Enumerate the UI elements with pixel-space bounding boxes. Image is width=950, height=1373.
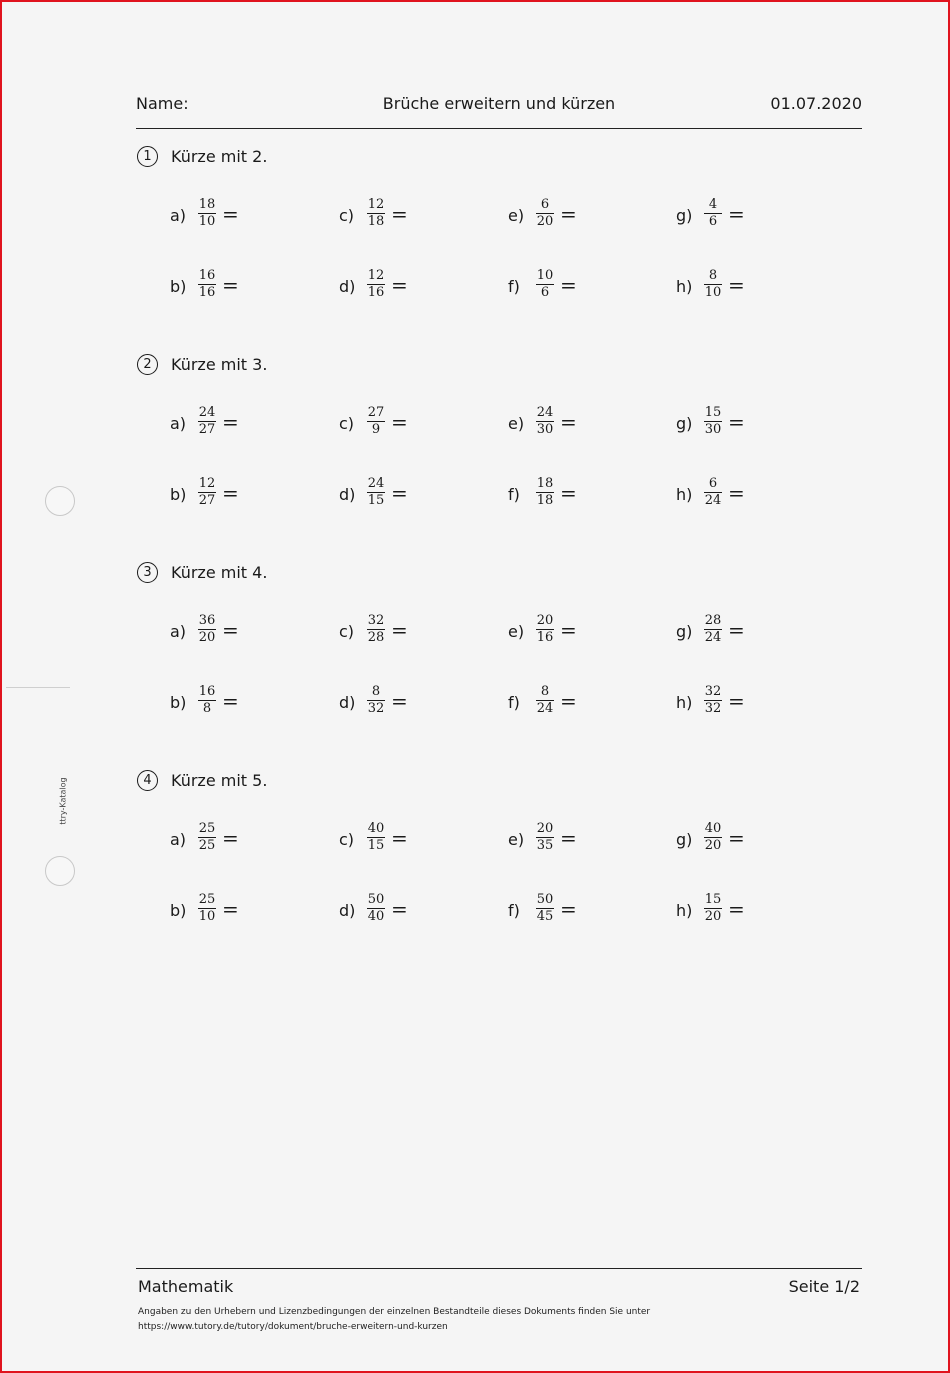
exercise-label: e) — [508, 206, 525, 225]
numerator: 25 — [198, 821, 216, 836]
equals-sign: = — [560, 273, 577, 297]
fraction — [367, 198, 385, 229]
equals-sign: = — [560, 202, 577, 226]
numerator: 15 — [704, 405, 722, 420]
exercise-label: h) — [676, 901, 693, 920]
name-label: Name: — [136, 94, 189, 113]
fraction — [536, 822, 554, 853]
punch-hole-top — [45, 486, 75, 516]
equals-sign: = — [391, 273, 408, 297]
fold-mark — [6, 687, 70, 688]
exercise-label: d) — [339, 901, 356, 920]
denominator: 27 — [198, 422, 216, 437]
denominator: 24 — [704, 630, 722, 645]
numerator: 15 — [704, 892, 722, 907]
equals-sign: = — [728, 273, 745, 297]
equals-sign: = — [391, 689, 408, 713]
equals-sign: = — [728, 618, 745, 642]
equals-sign: = — [391, 826, 408, 850]
numerator: 6 — [708, 476, 718, 491]
denominator: 32 — [704, 701, 722, 716]
numerator: 40 — [704, 821, 722, 836]
exercise-label: h) — [676, 277, 693, 296]
numerator: 8 — [540, 684, 550, 699]
denominator: 20 — [704, 838, 722, 853]
footer-url: https://www.tutory.de/tutory/dokument/bruche-erweitern-und-kurzen — [138, 1322, 448, 1332]
equals-sign: = — [222, 897, 239, 921]
footer-subject: Mathematik — [138, 1277, 234, 1296]
exercise-label: e) — [508, 830, 525, 849]
fraction — [704, 893, 722, 924]
numerator: 12 — [198, 476, 216, 491]
exercise-label: h) — [676, 485, 693, 504]
equals-sign: = — [728, 202, 745, 226]
denominator: 10 — [198, 909, 216, 924]
numerator: 6 — [540, 197, 550, 212]
denominator: 32 — [367, 701, 385, 716]
numerator: 16 — [198, 268, 216, 283]
equals-sign: = — [391, 897, 408, 921]
numerator: 8 — [708, 268, 718, 283]
fraction — [367, 685, 385, 716]
fraction — [704, 614, 722, 645]
fraction — [198, 477, 216, 508]
denominator: 10 — [198, 214, 216, 229]
equals-sign: = — [560, 897, 577, 921]
numerator: 20 — [536, 821, 554, 836]
denominator: 45 — [536, 909, 554, 924]
denominator: 16 — [536, 630, 554, 645]
exercise-label: g) — [676, 414, 693, 433]
exercise-label: e) — [508, 414, 525, 433]
numerator: 25 — [198, 892, 216, 907]
exercise-label: d) — [339, 277, 356, 296]
fraction — [198, 198, 216, 229]
equals-sign: = — [391, 202, 408, 226]
fraction — [704, 406, 722, 437]
exercise-label: g) — [676, 622, 693, 641]
footer-attribution: Angaben zu den Urhebern und Lizenzbedingungen der einzelnen Bestandteile dieses Dokuments finden Sie unter — [138, 1307, 651, 1317]
exercise-label: b) — [170, 693, 187, 712]
fraction — [704, 269, 722, 300]
fraction — [198, 406, 216, 437]
denominator: 20 — [704, 909, 722, 924]
punch-hole-bottom — [45, 856, 75, 886]
denominator: 35 — [536, 838, 554, 853]
equals-sign: = — [560, 410, 577, 434]
equals-sign: = — [728, 897, 745, 921]
section-title: Kürze mit 4. — [171, 563, 268, 582]
exercise-label: a) — [170, 414, 187, 433]
numerator: 18 — [198, 197, 216, 212]
fraction — [198, 822, 216, 853]
exercise-label: a) — [170, 830, 187, 849]
section-title: Kürze mit 3. — [171, 355, 268, 374]
fraction — [367, 406, 385, 437]
exercise-label: g) — [676, 206, 693, 225]
denominator: 15 — [367, 838, 385, 853]
fraction — [367, 477, 385, 508]
fraction — [367, 822, 385, 853]
equals-sign: = — [222, 618, 239, 642]
numerator: 27 — [367, 405, 385, 420]
fraction — [367, 269, 385, 300]
numerator: 18 — [536, 476, 554, 491]
fraction — [536, 685, 554, 716]
section-title: Kürze mit 5. — [171, 771, 268, 790]
denominator: 8 — [202, 701, 212, 716]
numerator: 8 — [371, 684, 381, 699]
exercise-label: a) — [170, 622, 187, 641]
exercise-label: g) — [676, 830, 693, 849]
denominator: 9 — [371, 422, 381, 437]
section-title: Kürze mit 2. — [171, 147, 268, 166]
fraction — [198, 269, 216, 300]
section-number: 2 — [137, 354, 158, 375]
section-number: 4 — [137, 770, 158, 791]
equals-sign: = — [560, 618, 577, 642]
footer-page-number: Seite 1/2 — [788, 1277, 860, 1296]
exercise-label: c) — [339, 830, 355, 849]
exercise-label: f) — [508, 485, 520, 504]
numerator: 20 — [536, 613, 554, 628]
numerator: 50 — [367, 892, 385, 907]
denominator: 27 — [198, 493, 216, 508]
equals-sign: = — [728, 826, 745, 850]
denominator: 30 — [536, 422, 554, 437]
equals-sign: = — [391, 618, 408, 642]
fraction — [198, 893, 216, 924]
fraction — [367, 893, 385, 924]
denominator: 10 — [704, 285, 722, 300]
equals-sign: = — [222, 689, 239, 713]
denominator: 15 — [367, 493, 385, 508]
equals-sign: = — [560, 481, 577, 505]
numerator: 24 — [367, 476, 385, 491]
numerator: 50 — [536, 892, 554, 907]
exercise-label: c) — [339, 414, 355, 433]
numerator: 24 — [536, 405, 554, 420]
fraction — [536, 406, 554, 437]
denominator: 16 — [198, 285, 216, 300]
numerator: 40 — [367, 821, 385, 836]
exercise-label: f) — [508, 693, 520, 712]
equals-sign: = — [222, 202, 239, 226]
fraction — [704, 685, 722, 716]
exercise-label: a) — [170, 206, 187, 225]
equals-sign: = — [560, 826, 577, 850]
denominator: 16 — [367, 285, 385, 300]
worksheet-date: 01.07.2020 — [770, 94, 862, 113]
denominator: 30 — [704, 422, 722, 437]
exercise-label: c) — [339, 206, 355, 225]
numerator: 36 — [198, 613, 216, 628]
exercise-label: b) — [170, 485, 187, 504]
footer-divider — [136, 1268, 862, 1269]
denominator: 20 — [536, 214, 554, 229]
numerator: 28 — [704, 613, 722, 628]
exercise-label: b) — [170, 277, 187, 296]
section-number: 3 — [137, 562, 158, 583]
exercise-label: d) — [339, 485, 356, 504]
equals-sign: = — [391, 481, 408, 505]
section-number: 1 — [137, 146, 158, 167]
exercise-label: c) — [339, 622, 355, 641]
equals-sign: = — [728, 481, 745, 505]
numerator: 4 — [708, 197, 718, 212]
numerator: 32 — [367, 613, 385, 628]
fraction — [536, 269, 554, 300]
worksheet-title: Brüche erweitern und kürzen — [382, 94, 616, 113]
exercise-label: h) — [676, 693, 693, 712]
exercise-label: b) — [170, 901, 187, 920]
exercise-label: e) — [508, 622, 525, 641]
equals-sign: = — [222, 826, 239, 850]
equals-sign: = — [222, 273, 239, 297]
fraction — [367, 614, 385, 645]
fraction — [704, 198, 722, 229]
numerator: 16 — [198, 684, 216, 699]
numerator: 24 — [198, 405, 216, 420]
numerator: 10 — [536, 268, 554, 283]
denominator: 6 — [540, 285, 550, 300]
denominator: 18 — [536, 493, 554, 508]
fraction — [704, 822, 722, 853]
exercise-label: f) — [508, 277, 520, 296]
denominator: 28 — [367, 630, 385, 645]
equals-sign: = — [560, 689, 577, 713]
equals-sign: = — [222, 410, 239, 434]
fraction — [704, 477, 722, 508]
denominator: 24 — [704, 493, 722, 508]
numerator: 32 — [704, 684, 722, 699]
denominator: 18 — [367, 214, 385, 229]
numerator: 12 — [367, 197, 385, 212]
worksheet-header — [136, 94, 862, 129]
equals-sign: = — [222, 481, 239, 505]
fraction — [198, 685, 216, 716]
denominator: 24 — [536, 701, 554, 716]
side-label: ttry-Katalog — [58, 777, 68, 825]
fraction — [536, 614, 554, 645]
equals-sign: = — [728, 410, 745, 434]
exercise-label: d) — [339, 693, 356, 712]
numerator: 12 — [367, 268, 385, 283]
equals-sign: = — [391, 410, 408, 434]
fraction — [198, 614, 216, 645]
denominator: 25 — [198, 838, 216, 853]
exercise-label: f) — [508, 901, 520, 920]
denominator: 6 — [708, 214, 718, 229]
equals-sign: = — [728, 689, 745, 713]
fraction — [536, 477, 554, 508]
denominator: 40 — [367, 909, 385, 924]
fraction — [536, 198, 554, 229]
fraction — [536, 893, 554, 924]
denominator: 20 — [198, 630, 216, 645]
